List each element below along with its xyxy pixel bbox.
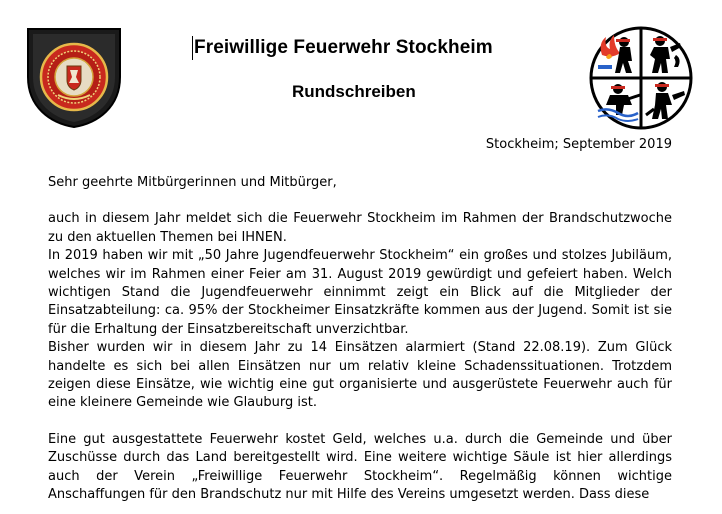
paragraph: Bisher wurden wir in diesem Jahr zu 14 Einsätzen alarmiert (Stand 22.08.19). Zum Glück handelte es sich bei allen Einsätzen nur um relativ kleine Schadenssituationen. Trotzdem zeigen diese Einsätze, wie wichtig eine gut organisierte und ausgerüstete Feuerwehr auch für eine kleinere Gemeinde wie Glauburg ist. bbox=[48, 340, 672, 411]
page-title: Freiwillige Feuerwehr Stockheim bbox=[192, 36, 534, 60]
date-line: Stockheim; September 2019 bbox=[485, 137, 672, 152]
paragraph: In 2019 haben wir mit „50 Jahre Jugendfeuerwehr Stockheim“ ein großes und stolzes Jubiläum, welches wir im Rahmen einer Feier am 31. August 2019 gewürdigt und gefeiert haben. Welch wichtigen Stand die Jugendfeuerwehr einnimmt zeigt ein Blick auf die Mitglieder der Einsatzabteilung: ca. 95% der Stockheimer Einsatzkräfte kommen aus der Jugend. Somit ist sie für die Erhaltung der Einsatzbereitschaft unverzichtbar. bbox=[48, 248, 672, 337]
page-subtitle: Rundschreiben bbox=[292, 82, 416, 101]
letter-body bbox=[48, 174, 672, 505]
salutation: Sehr geehrte Mitbürgerinnen und Mitbürger, bbox=[48, 175, 337, 190]
municipal-crest-icon bbox=[24, 25, 124, 129]
firefighter-pictogram-icon bbox=[588, 25, 694, 131]
paragraph: Eine gut ausgestattete Feuerwehr kostet Geld, welches u.a. durch die Gemeinde und über Zuschüsse durch das Land bereitgestellt wird. Eine weitere wichtige Säule ist hier allerdings auch der Verein „Freiwillige Feuerwehr Stockheim“. Regelmäßig können wichtige Anschaffungen für den Brandschutz nur mit Hilfe des Vereins umgesetzt werden. Dass diese bbox=[48, 431, 672, 503]
paragraph: auch in diesem Jahr meldet sich die Feuerwehr Stockheim im Rahmen der Brandschutzwoche zu den aktuellen Themen bei IHNEN. bbox=[48, 211, 672, 245]
